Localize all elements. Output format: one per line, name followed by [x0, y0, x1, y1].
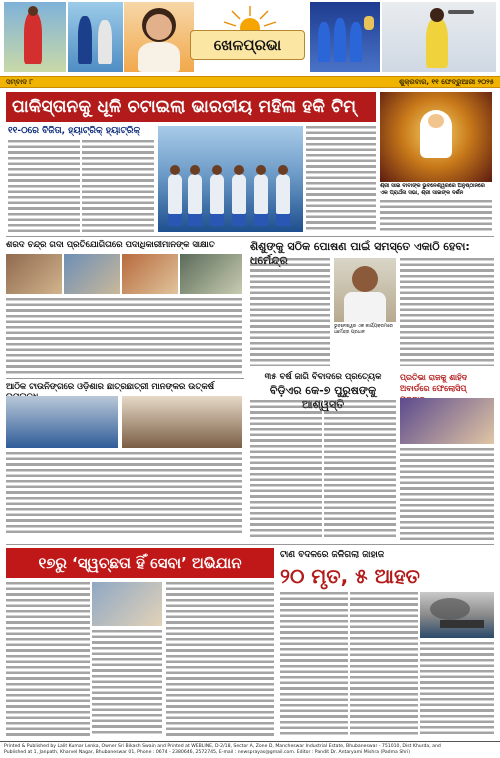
story2-photo-1 — [6, 254, 62, 294]
story2-photo-2 — [64, 254, 120, 294]
masthead-photo-runner — [4, 2, 66, 72]
story8-text-2 — [350, 592, 418, 736]
masthead-title: ଖେଳପ୍ରଭା — [213, 36, 282, 54]
story3-text-left — [250, 258, 330, 366]
story3-photo-minister — [334, 258, 396, 322]
story2-headline: ଶରଦ ଚନ୍ଦ୍ର ଗଦା ପ୍ରତିଯୋଗିତାରେ ପଦାଧିକାରୀମାନଙ୍କ ସାକ୍ଷାତ — [6, 240, 215, 250]
story8-photo-ship-fire — [420, 592, 494, 638]
imprint-line-1: Printed & Published by Lalit Kumar Lenka, Owner Sri Bikash Swain and Printed at WEBLINE, D-2/18, Sector A, Zone D, Mancheswar Industrial Estate, Bhubaneswar - 751010, Dist Khurda, and — [4, 744, 441, 749]
section-divider — [6, 236, 494, 237]
masthead-photo-runners — [68, 2, 123, 72]
story5-text-1 — [250, 400, 322, 540]
section-divider-2 — [6, 544, 494, 545]
story7-text-3 — [166, 582, 274, 736]
story3-caption: ଭୁବନେଶ୍ୱର ଏକ କାର୍ଯ୍ୟକ୍ରମରେ ଧର୍ମେନ୍ଦ୍ର ପ୍ରଧାନ — [334, 324, 393, 335]
story7-photo — [92, 582, 162, 626]
masthead-photo-team — [310, 2, 380, 72]
masthead-title-box — [190, 30, 305, 60]
story5-text-2 — [324, 400, 396, 540]
masthead-photo-woman — [124, 2, 194, 72]
lead-article-col-2 — [82, 140, 154, 232]
masthead-photo-badminton — [382, 2, 496, 72]
story6-photo-group — [6, 396, 118, 448]
page-number: ସମ୍ବାଦ ୮ — [6, 77, 34, 86]
dateline-bar — [0, 76, 500, 88]
story8-text-3 — [420, 642, 494, 736]
sun-emblem-icon — [220, 4, 280, 30]
story6-divider — [6, 378, 244, 379]
story3-text-right — [400, 258, 494, 366]
story2-text — [6, 298, 242, 376]
story2-photo-4 — [180, 254, 242, 294]
story4-photo-award — [400, 398, 494, 444]
story7-text-1 — [6, 582, 90, 736]
story7-text-2 — [92, 630, 162, 736]
side-article — [380, 200, 492, 232]
imprint-footer — [0, 741, 500, 758]
story4-text — [400, 448, 494, 540]
lead-subheadline: ୧୧-୦ରେ ବିଜିତା, ହ୍ୟାଟ୍ରିକ୍ ହ୍ୟାଟ୍ରିକ୍ — [8, 126, 141, 136]
story2-photo-3 — [122, 254, 178, 294]
story5-headline-line1: ୩୫ ବର୍ଷ ଜାଗି ବିବାଦରେ ପ୍ରତ୍ୟେକ — [264, 372, 382, 382]
temple-caption: ଶ୍ରୀ ସାଇ ବାବାଙ୍କ ଭୁବନେଶ୍ୱରରେ ଅନୁଷ୍ଠାନରେ ଏକ ପ୍ରାର୍ଥନା ସଭା, ଶ୍ରୀ ସାଇଙ୍କ ଦର୍ଶନ — [380, 183, 485, 196]
lead-article-col-3 — [306, 126, 376, 232]
story6-photo-event — [122, 396, 242, 448]
story4-headline: ପ୍ରତିଭା ରାଜକୁ ଶାହିଦ ଅବାର୍ଡରେ ଫେଲୋସିପ୍ — [400, 373, 468, 393]
story8-kicker: ଟାଣ ବଦଳରେ ଜଳିଗଲା ଜାହାଜ — [280, 550, 385, 560]
masthead — [0, 0, 500, 76]
issue-date: ଶୁକ୍ରବାର, ୧୧ ଫେବ୍ରୁଆରୀ ୨୦୨୫ — [399, 77, 494, 86]
imprint-line-2: Published at 1, Janpath, Kharvel Nagar, Bhubaneswar 01, Phone : 0674 - 2380646, 2572745, E-mail : newsprayas@gmail.com. Editor : Pandit Dr. Antaryami Mishra (Padma Shri) — [4, 750, 411, 755]
story8-headline: ୨୦ ମୃତ, ୫ ଆହତ — [280, 564, 420, 588]
temple-photo — [380, 92, 492, 182]
lead-photo-hockey-team — [158, 126, 303, 232]
story6-headline: ଆଠିକ ଟାଉନିଙ୍ଗରେ ଓଡ଼ିଶାର ଛାତ୍ରଛାତ୍ରୀ ମାନଙ୍କର ଉତ୍କର୍ଷ — [6, 382, 214, 392]
lead-article-col-1 — [8, 140, 80, 232]
story6-text — [6, 452, 242, 536]
lead-headline: ପାକିସ୍ତାନକୁ ଧୂଳି ଚଟାଇଲା ଭାରତୀୟ ମହିଳା ହକି ଟିମ୍ — [6, 92, 376, 122]
story5-headline-line2: ବିଡ଼ିଏର କେ-୭ ପୁରୁଷଙ୍କୁ ଆଶ୍ୱସ୍ତି — [269, 384, 377, 411]
story8-text-1 — [280, 592, 348, 736]
story3-headline: ଶିଶୁଙ୍କୁ ସଠିକ ପୋଷଣ ପାଇଁ ସମସ୍ତେ ଏକାଠି ହେବା: ଧର୍ମେନ୍ଦ୍ର — [250, 240, 470, 267]
story7-headline: ୧୭ରୁ ‘ସ୍ୱଚ୍ଛତା ହିଁ ସେବା’ ଅଭିଯାନ — [6, 548, 274, 578]
